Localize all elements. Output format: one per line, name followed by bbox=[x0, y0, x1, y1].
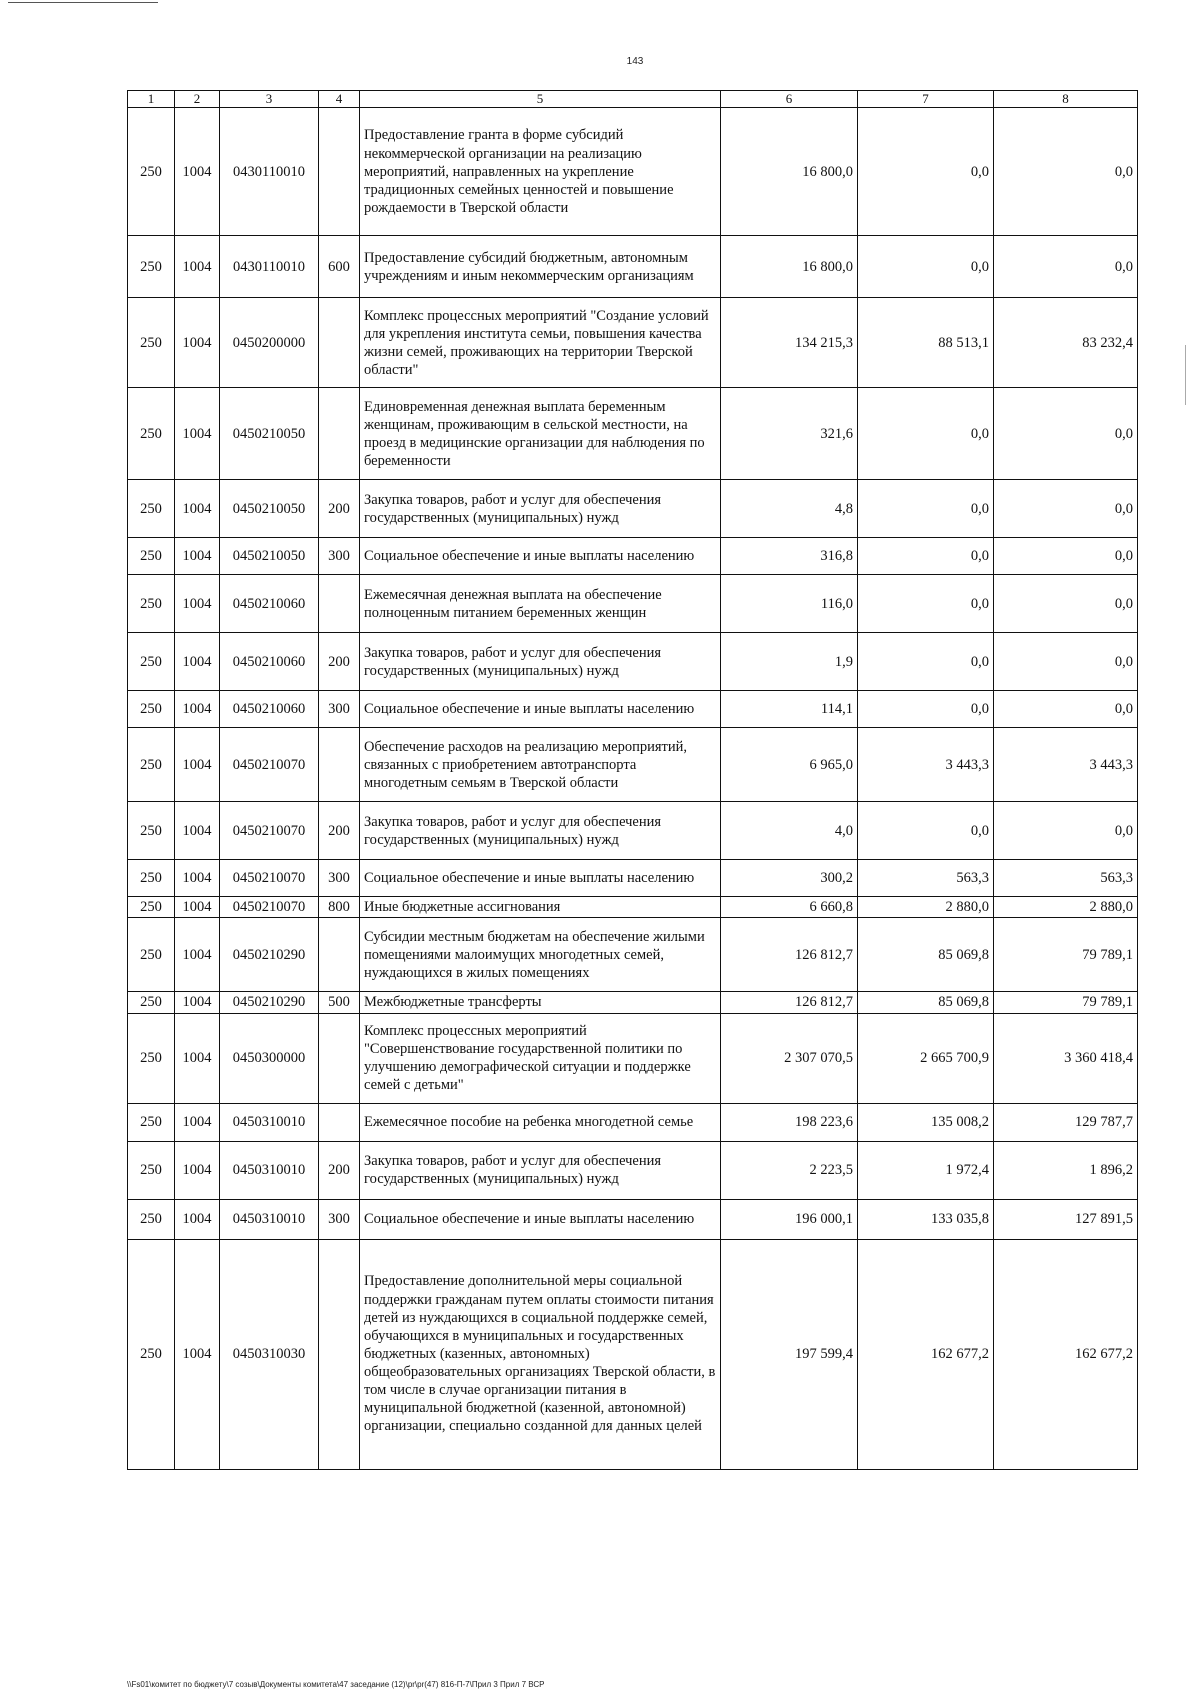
target-article-cell: 0450210060 bbox=[220, 691, 319, 728]
amount-year3-cell: 79 789,1 bbox=[994, 918, 1138, 992]
amount-year3-cell: 0,0 bbox=[994, 388, 1138, 480]
expense-type-cell: 500 bbox=[319, 992, 360, 1013]
expense-type-cell bbox=[319, 298, 360, 388]
table-row bbox=[128, 1141, 1138, 1199]
expense-type-cell: 200 bbox=[319, 802, 360, 860]
section-code-cell: 1004 bbox=[175, 236, 220, 298]
admin-code-cell: 250 bbox=[128, 298, 175, 388]
admin-code-cell: 250 bbox=[128, 108, 175, 236]
section-code-cell: 1004 bbox=[175, 388, 220, 480]
amount-year3-cell: 79 789,1 bbox=[994, 992, 1138, 1013]
amount-year2-cell: 0,0 bbox=[858, 480, 994, 538]
admin-code-cell: 250 bbox=[128, 860, 175, 897]
item-name-cell: Социальное обеспечение и иные выплаты населению bbox=[360, 538, 721, 575]
section-code-cell: 1004 bbox=[175, 575, 220, 633]
amount-year2-cell: 3 443,3 bbox=[858, 728, 994, 802]
admin-code-cell: 250 bbox=[128, 633, 175, 691]
amount-year2-cell: 0,0 bbox=[858, 538, 994, 575]
amount-year3-cell: 0,0 bbox=[994, 108, 1138, 236]
admin-code-cell: 250 bbox=[128, 802, 175, 860]
expense-type-cell: 300 bbox=[319, 860, 360, 897]
amount-year3-cell: 0,0 bbox=[994, 575, 1138, 633]
admin-code-cell: 250 bbox=[128, 992, 175, 1013]
amount-year3-cell: 563,3 bbox=[994, 860, 1138, 897]
target-article-cell: 0450210070 bbox=[220, 802, 319, 860]
column-header: 1 bbox=[128, 91, 175, 108]
item-name-cell: Предоставление гранта в форме субсидий некоммерческой организации на реализацию мероприятий, направленных на укрепление традиционных семейных ценностей и повышение рождаемости в Тверской области bbox=[360, 108, 721, 236]
column-header: 4 bbox=[319, 91, 360, 108]
admin-code-cell: 250 bbox=[128, 1141, 175, 1199]
item-name-cell: Закупка товаров, работ и услуг для обеспечения государственных (муниципальных) нужд bbox=[360, 802, 721, 860]
item-name-cell: Единовременная денежная выплата беременным женщинам, проживающим в сельской местности, на проезд в медицинские организации для наблюдения по беременности bbox=[360, 388, 721, 480]
amount-year2-cell: 2 880,0 bbox=[858, 897, 994, 918]
item-name-cell: Ежемесячное пособие на ребенка многодетной семье bbox=[360, 1103, 721, 1141]
section-code-cell: 1004 bbox=[175, 691, 220, 728]
amount-year3-cell: 0,0 bbox=[994, 236, 1138, 298]
table-row bbox=[128, 1239, 1138, 1469]
admin-code-cell: 250 bbox=[128, 897, 175, 918]
admin-code-cell: 250 bbox=[128, 728, 175, 802]
target-article-cell: 0450310030 bbox=[220, 1239, 319, 1469]
table-row bbox=[128, 575, 1138, 633]
table-row bbox=[128, 1103, 1138, 1141]
admin-code-cell: 250 bbox=[128, 388, 175, 480]
target-article-cell: 0430110010 bbox=[220, 236, 319, 298]
item-name-cell: Иные бюджетные ассигнования bbox=[360, 897, 721, 918]
amount-year1-cell: 1,9 bbox=[721, 633, 858, 691]
amount-year3-cell: 0,0 bbox=[994, 691, 1138, 728]
table-row bbox=[128, 633, 1138, 691]
expense-type-cell: 200 bbox=[319, 480, 360, 538]
amount-year3-cell: 129 787,7 bbox=[994, 1103, 1138, 1141]
item-name-cell: Закупка товаров, работ и услуг для обеспечения государственных (муниципальных) нужд bbox=[360, 480, 721, 538]
amount-year1-cell: 6 660,8 bbox=[721, 897, 858, 918]
expense-type-cell bbox=[319, 1103, 360, 1141]
expense-type-cell bbox=[319, 575, 360, 633]
amount-year1-cell: 300,2 bbox=[721, 860, 858, 897]
amount-year3-cell: 0,0 bbox=[994, 480, 1138, 538]
admin-code-cell: 250 bbox=[128, 1103, 175, 1141]
amount-year1-cell: 6 965,0 bbox=[721, 728, 858, 802]
amount-year2-cell: 2 665 700,9 bbox=[858, 1013, 994, 1103]
table-row bbox=[128, 802, 1138, 860]
table-row bbox=[128, 538, 1138, 575]
admin-code-cell: 250 bbox=[128, 236, 175, 298]
section-code-cell: 1004 bbox=[175, 918, 220, 992]
column-header: 6 bbox=[721, 91, 858, 108]
amount-year2-cell: 1 972,4 bbox=[858, 1141, 994, 1199]
table-row bbox=[128, 108, 1138, 236]
target-article-cell: 0450210050 bbox=[220, 480, 319, 538]
amount-year2-cell: 0,0 bbox=[858, 388, 994, 480]
footer-file-path: \\Fs01\комитет по бюджету\7 созыв\Документы комитета\47 заседание (12)\pr\pr(47) 816-П-7\Прил 3 Прил 7 ВСР bbox=[127, 1680, 545, 1689]
expense-type-cell bbox=[319, 388, 360, 480]
target-article-cell: 0450210050 bbox=[220, 388, 319, 480]
amount-year1-cell: 134 215,3 bbox=[721, 298, 858, 388]
admin-code-cell: 250 bbox=[128, 480, 175, 538]
item-name-cell: Ежемесячная денежная выплата на обеспечение полноценным питанием беременных женщин bbox=[360, 575, 721, 633]
amount-year1-cell: 198 223,6 bbox=[721, 1103, 858, 1141]
target-article-cell: 0450210060 bbox=[220, 633, 319, 691]
table-row bbox=[128, 728, 1138, 802]
admin-code-cell: 250 bbox=[128, 1199, 175, 1239]
amount-year1-cell: 4,0 bbox=[721, 802, 858, 860]
expense-type-cell bbox=[319, 728, 360, 802]
section-code-cell: 1004 bbox=[175, 298, 220, 388]
target-article-cell: 0450210070 bbox=[220, 728, 319, 802]
section-code-cell: 1004 bbox=[175, 1141, 220, 1199]
item-name-cell: Предоставление субсидий бюджетным, автономным учреждениям и иным некоммерческим организациям bbox=[360, 236, 721, 298]
section-code-cell: 1004 bbox=[175, 538, 220, 575]
expense-type-cell: 200 bbox=[319, 1141, 360, 1199]
column-header: 2 bbox=[175, 91, 220, 108]
expense-type-cell bbox=[319, 1013, 360, 1103]
section-code-cell: 1004 bbox=[175, 897, 220, 918]
budget-table bbox=[127, 90, 1138, 1470]
column-header: 7 bbox=[858, 91, 994, 108]
amount-year1-cell: 4,8 bbox=[721, 480, 858, 538]
table-row bbox=[128, 992, 1138, 1013]
item-name-cell: Комплекс процессных мероприятий "Создание условий для укрепления института семьи, повышения качества жизни семей, проживающих на территории Тверской области" bbox=[360, 298, 721, 388]
item-name-cell: Социальное обеспечение и иные выплаты населению bbox=[360, 691, 721, 728]
section-code-cell: 1004 bbox=[175, 860, 220, 897]
admin-code-cell: 250 bbox=[128, 575, 175, 633]
amount-year2-cell: 563,3 bbox=[858, 860, 994, 897]
expense-type-cell: 800 bbox=[319, 897, 360, 918]
amount-year1-cell: 197 599,4 bbox=[721, 1239, 858, 1469]
amount-year3-cell: 3 443,3 bbox=[994, 728, 1138, 802]
amount-year3-cell: 83 232,4 bbox=[994, 298, 1138, 388]
amount-year1-cell: 16 800,0 bbox=[721, 236, 858, 298]
item-name-cell: Социальное обеспечение и иные выплаты населению bbox=[360, 860, 721, 897]
section-code-cell: 1004 bbox=[175, 728, 220, 802]
item-name-cell: Закупка товаров, работ и услуг для обеспечения государственных (муниципальных) нужд bbox=[360, 1141, 721, 1199]
amount-year1-cell: 114,1 bbox=[721, 691, 858, 728]
expense-type-cell bbox=[319, 918, 360, 992]
amount-year2-cell: 85 069,8 bbox=[858, 918, 994, 992]
item-name-cell: Межбюджетные трансферты bbox=[360, 992, 721, 1013]
column-header: 5 bbox=[360, 91, 721, 108]
admin-code-cell: 250 bbox=[128, 1013, 175, 1103]
target-article-cell: 0450200000 bbox=[220, 298, 319, 388]
expense-type-cell bbox=[319, 1239, 360, 1469]
amount-year2-cell: 162 677,2 bbox=[858, 1239, 994, 1469]
target-article-cell: 0450310010 bbox=[220, 1199, 319, 1239]
section-code-cell: 1004 bbox=[175, 992, 220, 1013]
expense-type-cell bbox=[319, 108, 360, 236]
scan-artifact bbox=[1185, 345, 1186, 405]
amount-year3-cell: 2 880,0 bbox=[994, 897, 1138, 918]
admin-code-cell: 250 bbox=[128, 691, 175, 728]
admin-code-cell: 250 bbox=[128, 1239, 175, 1469]
section-code-cell: 1004 bbox=[175, 480, 220, 538]
amount-year3-cell: 1 896,2 bbox=[994, 1141, 1138, 1199]
amount-year2-cell: 0,0 bbox=[858, 691, 994, 728]
target-article-cell: 0450210070 bbox=[220, 897, 319, 918]
amount-year1-cell: 321,6 bbox=[721, 388, 858, 480]
admin-code-cell: 250 bbox=[128, 918, 175, 992]
amount-year3-cell: 127 891,5 bbox=[994, 1199, 1138, 1239]
admin-code-cell: 250 bbox=[128, 538, 175, 575]
amount-year1-cell: 2 223,5 bbox=[721, 1141, 858, 1199]
column-header: 3 bbox=[220, 91, 319, 108]
table-row bbox=[128, 897, 1138, 918]
amount-year2-cell: 0,0 bbox=[858, 575, 994, 633]
scan-artifact bbox=[8, 2, 158, 3]
expense-type-cell: 300 bbox=[319, 1199, 360, 1239]
table-row bbox=[128, 298, 1138, 388]
amount-year1-cell: 196 000,1 bbox=[721, 1199, 858, 1239]
amount-year2-cell: 88 513,1 bbox=[858, 298, 994, 388]
amount-year2-cell: 0,0 bbox=[858, 236, 994, 298]
item-name-cell: Субсидии местным бюджетам на обеспечение жилыми помещениями малоимущих многодетных семей, нуждающихся в жилых помещениях bbox=[360, 918, 721, 992]
table-row bbox=[128, 388, 1138, 480]
target-article-cell: 0450210070 bbox=[220, 860, 319, 897]
item-name-cell: Социальное обеспечение и иные выплаты населению bbox=[360, 1199, 721, 1239]
amount-year1-cell: 316,8 bbox=[721, 538, 858, 575]
expense-type-cell: 600 bbox=[319, 236, 360, 298]
amount-year1-cell: 16 800,0 bbox=[721, 108, 858, 236]
section-code-cell: 1004 bbox=[175, 1013, 220, 1103]
target-article-cell: 0450310010 bbox=[220, 1141, 319, 1199]
table-row bbox=[128, 480, 1138, 538]
section-code-cell: 1004 bbox=[175, 1103, 220, 1141]
section-code-cell: 1004 bbox=[175, 802, 220, 860]
table-row bbox=[128, 236, 1138, 298]
item-name-cell: Комплекс процессных мероприятий "Совершенствование государственной политики по улучшению демографической ситуации и поддержке семей с детьми" bbox=[360, 1013, 721, 1103]
target-article-cell: 0450210290 bbox=[220, 992, 319, 1013]
amount-year2-cell: 85 069,8 bbox=[858, 992, 994, 1013]
table-row bbox=[128, 1199, 1138, 1239]
amount-year3-cell: 3 360 418,4 bbox=[994, 1013, 1138, 1103]
table-row bbox=[128, 1013, 1138, 1103]
section-code-cell: 1004 bbox=[175, 1199, 220, 1239]
target-article-cell: 0430110010 bbox=[220, 108, 319, 236]
section-code-cell: 1004 bbox=[175, 1239, 220, 1469]
column-number-row bbox=[128, 91, 1138, 108]
table-row bbox=[128, 860, 1138, 897]
column-header: 8 bbox=[994, 91, 1138, 108]
amount-year3-cell: 0,0 bbox=[994, 802, 1138, 860]
expense-type-cell: 300 bbox=[319, 691, 360, 728]
table-row bbox=[128, 918, 1138, 992]
amount-year2-cell: 0,0 bbox=[858, 108, 994, 236]
expense-type-cell: 300 bbox=[319, 538, 360, 575]
table-row bbox=[128, 691, 1138, 728]
amount-year1-cell: 116,0 bbox=[721, 575, 858, 633]
amount-year3-cell: 162 677,2 bbox=[994, 1239, 1138, 1469]
amount-year2-cell: 0,0 bbox=[858, 633, 994, 691]
target-article-cell: 0450310010 bbox=[220, 1103, 319, 1141]
amount-year1-cell: 126 812,7 bbox=[721, 918, 858, 992]
section-code-cell: 1004 bbox=[175, 108, 220, 236]
amount-year3-cell: 0,0 bbox=[994, 633, 1138, 691]
amount-year3-cell: 0,0 bbox=[994, 538, 1138, 575]
target-article-cell: 0450210060 bbox=[220, 575, 319, 633]
section-code-cell: 1004 bbox=[175, 633, 220, 691]
item-name-cell: Обеспечение расходов на реализацию мероприятий, связанных с приобретением автотранспорта многодетным семьям в Тверской области bbox=[360, 728, 721, 802]
target-article-cell: 0450210050 bbox=[220, 538, 319, 575]
page-number: 143 bbox=[626, 56, 644, 67]
amount-year2-cell: 0,0 bbox=[858, 802, 994, 860]
amount-year1-cell: 2 307 070,5 bbox=[721, 1013, 858, 1103]
target-article-cell: 0450210290 bbox=[220, 918, 319, 992]
amount-year2-cell: 135 008,2 bbox=[858, 1103, 994, 1141]
amount-year2-cell: 133 035,8 bbox=[858, 1199, 994, 1239]
target-article-cell: 0450300000 bbox=[220, 1013, 319, 1103]
item-name-cell: Закупка товаров, работ и услуг для обеспечения государственных (муниципальных) нужд bbox=[360, 633, 721, 691]
amount-year1-cell: 126 812,7 bbox=[721, 992, 858, 1013]
expense-type-cell: 200 bbox=[319, 633, 360, 691]
item-name-cell: Предоставление дополнительной меры социальной поддержки гражданам путем оплаты стоимости питания детей из нуждающихся в социальной поддержке семей, обучающихся в муниципальных и государственных бюджетных (казенных, автономных) общеобразовательных организациях Тверской области, в том числе в случае организации питания в муниципальной бюджетной (казенной, автономной) организации, специально созданной для данных целей bbox=[360, 1239, 721, 1469]
